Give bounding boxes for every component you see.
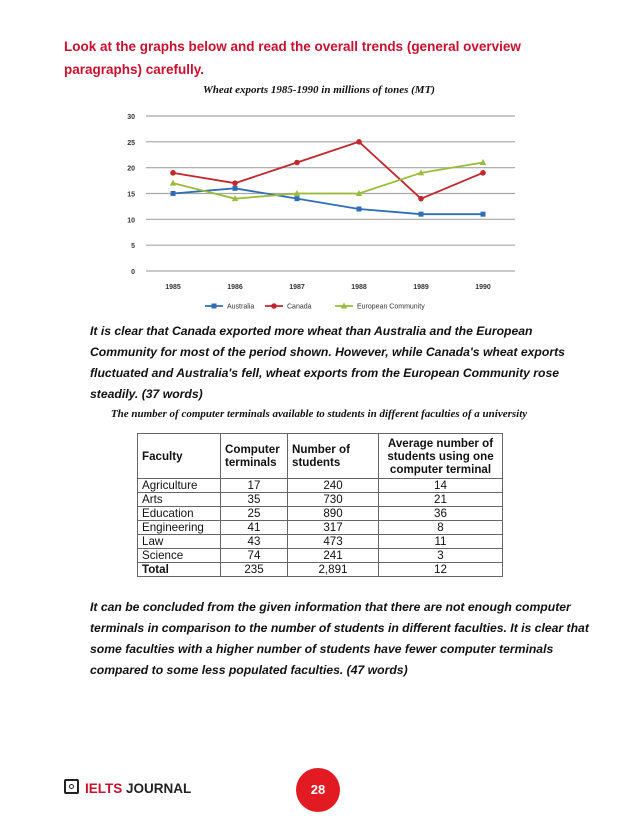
data-point (233, 186, 238, 191)
y-tick-label: 5 (131, 243, 135, 251)
data-point (294, 160, 300, 166)
table-cell: 11 (379, 535, 503, 549)
wheat-exports-line-chart (110, 104, 530, 319)
y-tick-label: 15 (127, 191, 135, 199)
footer-brand (64, 779, 191, 796)
table-cell: 43 (221, 535, 288, 549)
table-cell: 36 (379, 507, 503, 521)
header-number-of-students: Number of students (288, 434, 379, 479)
table-cell: 317 (288, 521, 379, 535)
legend-label: Australia (227, 303, 255, 311)
table-cell: Arts (138, 493, 221, 507)
table-row (138, 493, 503, 507)
table-row (138, 549, 503, 563)
table-cell: 17 (221, 479, 288, 493)
table-cell: 25 (221, 507, 288, 521)
table-cell: 3 (379, 549, 503, 563)
x-tick-label: 1986 (227, 284, 243, 291)
table-cell: 890 (288, 507, 379, 521)
overview-paragraph-2: It can be concluded from the given information that there are not enough computer terminals in comparison to the number of students in different faculties. It is clear that some faculties with a higher number of students have fewer computer terminals compared to some less populated faculties. (47 words) (90, 600, 589, 677)
y-tick-label: 0 (131, 269, 135, 276)
legend-label: Canada (287, 303, 312, 311)
x-tick-label: 1989 (413, 284, 429, 291)
brand-ielts: IELTS (85, 781, 123, 796)
data-point (171, 191, 176, 196)
page-number-badge: 28 (296, 768, 340, 812)
table-header-row (138, 434, 503, 479)
y-tick-label: 25 (127, 139, 135, 147)
table-total-row (138, 563, 503, 577)
table-row (138, 479, 503, 493)
camera-logo-icon (64, 779, 79, 794)
page-heading: Look at the graphs below and read the overall trends (general overview paragraphs) carefully. (64, 39, 521, 77)
data-point (480, 170, 486, 176)
table-cell: 240 (288, 479, 379, 493)
faculty-terminals-table (137, 433, 503, 577)
table-cell: 730 (288, 493, 379, 507)
table-cell: 12 (379, 563, 503, 577)
header-average-students: Average number of students using one computer terminal (379, 434, 503, 479)
legend-marker (212, 304, 217, 309)
data-point (170, 180, 176, 186)
table-cell: 14 (379, 479, 503, 493)
table-row (138, 535, 503, 549)
header-computer-terminals: Computer terminals (221, 434, 288, 479)
data-point (356, 139, 362, 145)
table-cell: 8 (379, 521, 503, 535)
data-point (481, 212, 486, 217)
table-cell: Law (138, 535, 221, 549)
brand-journal: JOURNAL (122, 781, 192, 796)
table-row (138, 521, 503, 535)
y-tick-label: 20 (127, 165, 135, 173)
table-cell: 235 (221, 563, 288, 577)
x-tick-label: 1985 (165, 284, 181, 291)
table-cell: 21 (379, 493, 503, 507)
data-point (418, 196, 424, 202)
x-tick-label: 1987 (289, 284, 305, 291)
legend-marker (271, 303, 277, 309)
y-tick-label: 30 (127, 114, 135, 121)
table-cell: Agriculture (138, 479, 221, 493)
table-cell: Total (138, 563, 221, 577)
table-cell: 241 (288, 549, 379, 563)
table-cell: 2,891 (288, 563, 379, 577)
data-point (419, 212, 424, 217)
legend-label: European Community (357, 303, 425, 311)
table-cell: 473 (288, 535, 379, 549)
table-title: The number of computer terminals available to students in different faculties of a university (110, 408, 528, 420)
table-cell: Engineering (138, 521, 221, 535)
x-tick-label: 1988 (351, 284, 367, 291)
table-row (138, 507, 503, 521)
data-point (357, 207, 362, 212)
header-faculty: Faculty (138, 434, 221, 479)
data-point (295, 196, 300, 201)
data-point (232, 180, 238, 186)
table-cell: Science (138, 549, 221, 563)
x-tick-label: 1990 (475, 284, 491, 291)
data-point (170, 170, 176, 176)
table-cell: Education (138, 507, 221, 521)
table-cell: 41 (221, 521, 288, 535)
table-cell: 74 (221, 549, 288, 563)
overview-paragraph-1: It is clear that Canada exported more wheat than Australia and the European Community for most of the period shown. However, while Canada's wheat exports fluctuated and Australia's fell, wheat exports from the European Community rose steadily. (37 words) (90, 324, 565, 401)
y-tick-label: 10 (127, 217, 135, 225)
chart-title: Wheat exports 1985-1990 in millions of tones (MT) (203, 84, 435, 96)
table-cell: 35 (221, 493, 288, 507)
